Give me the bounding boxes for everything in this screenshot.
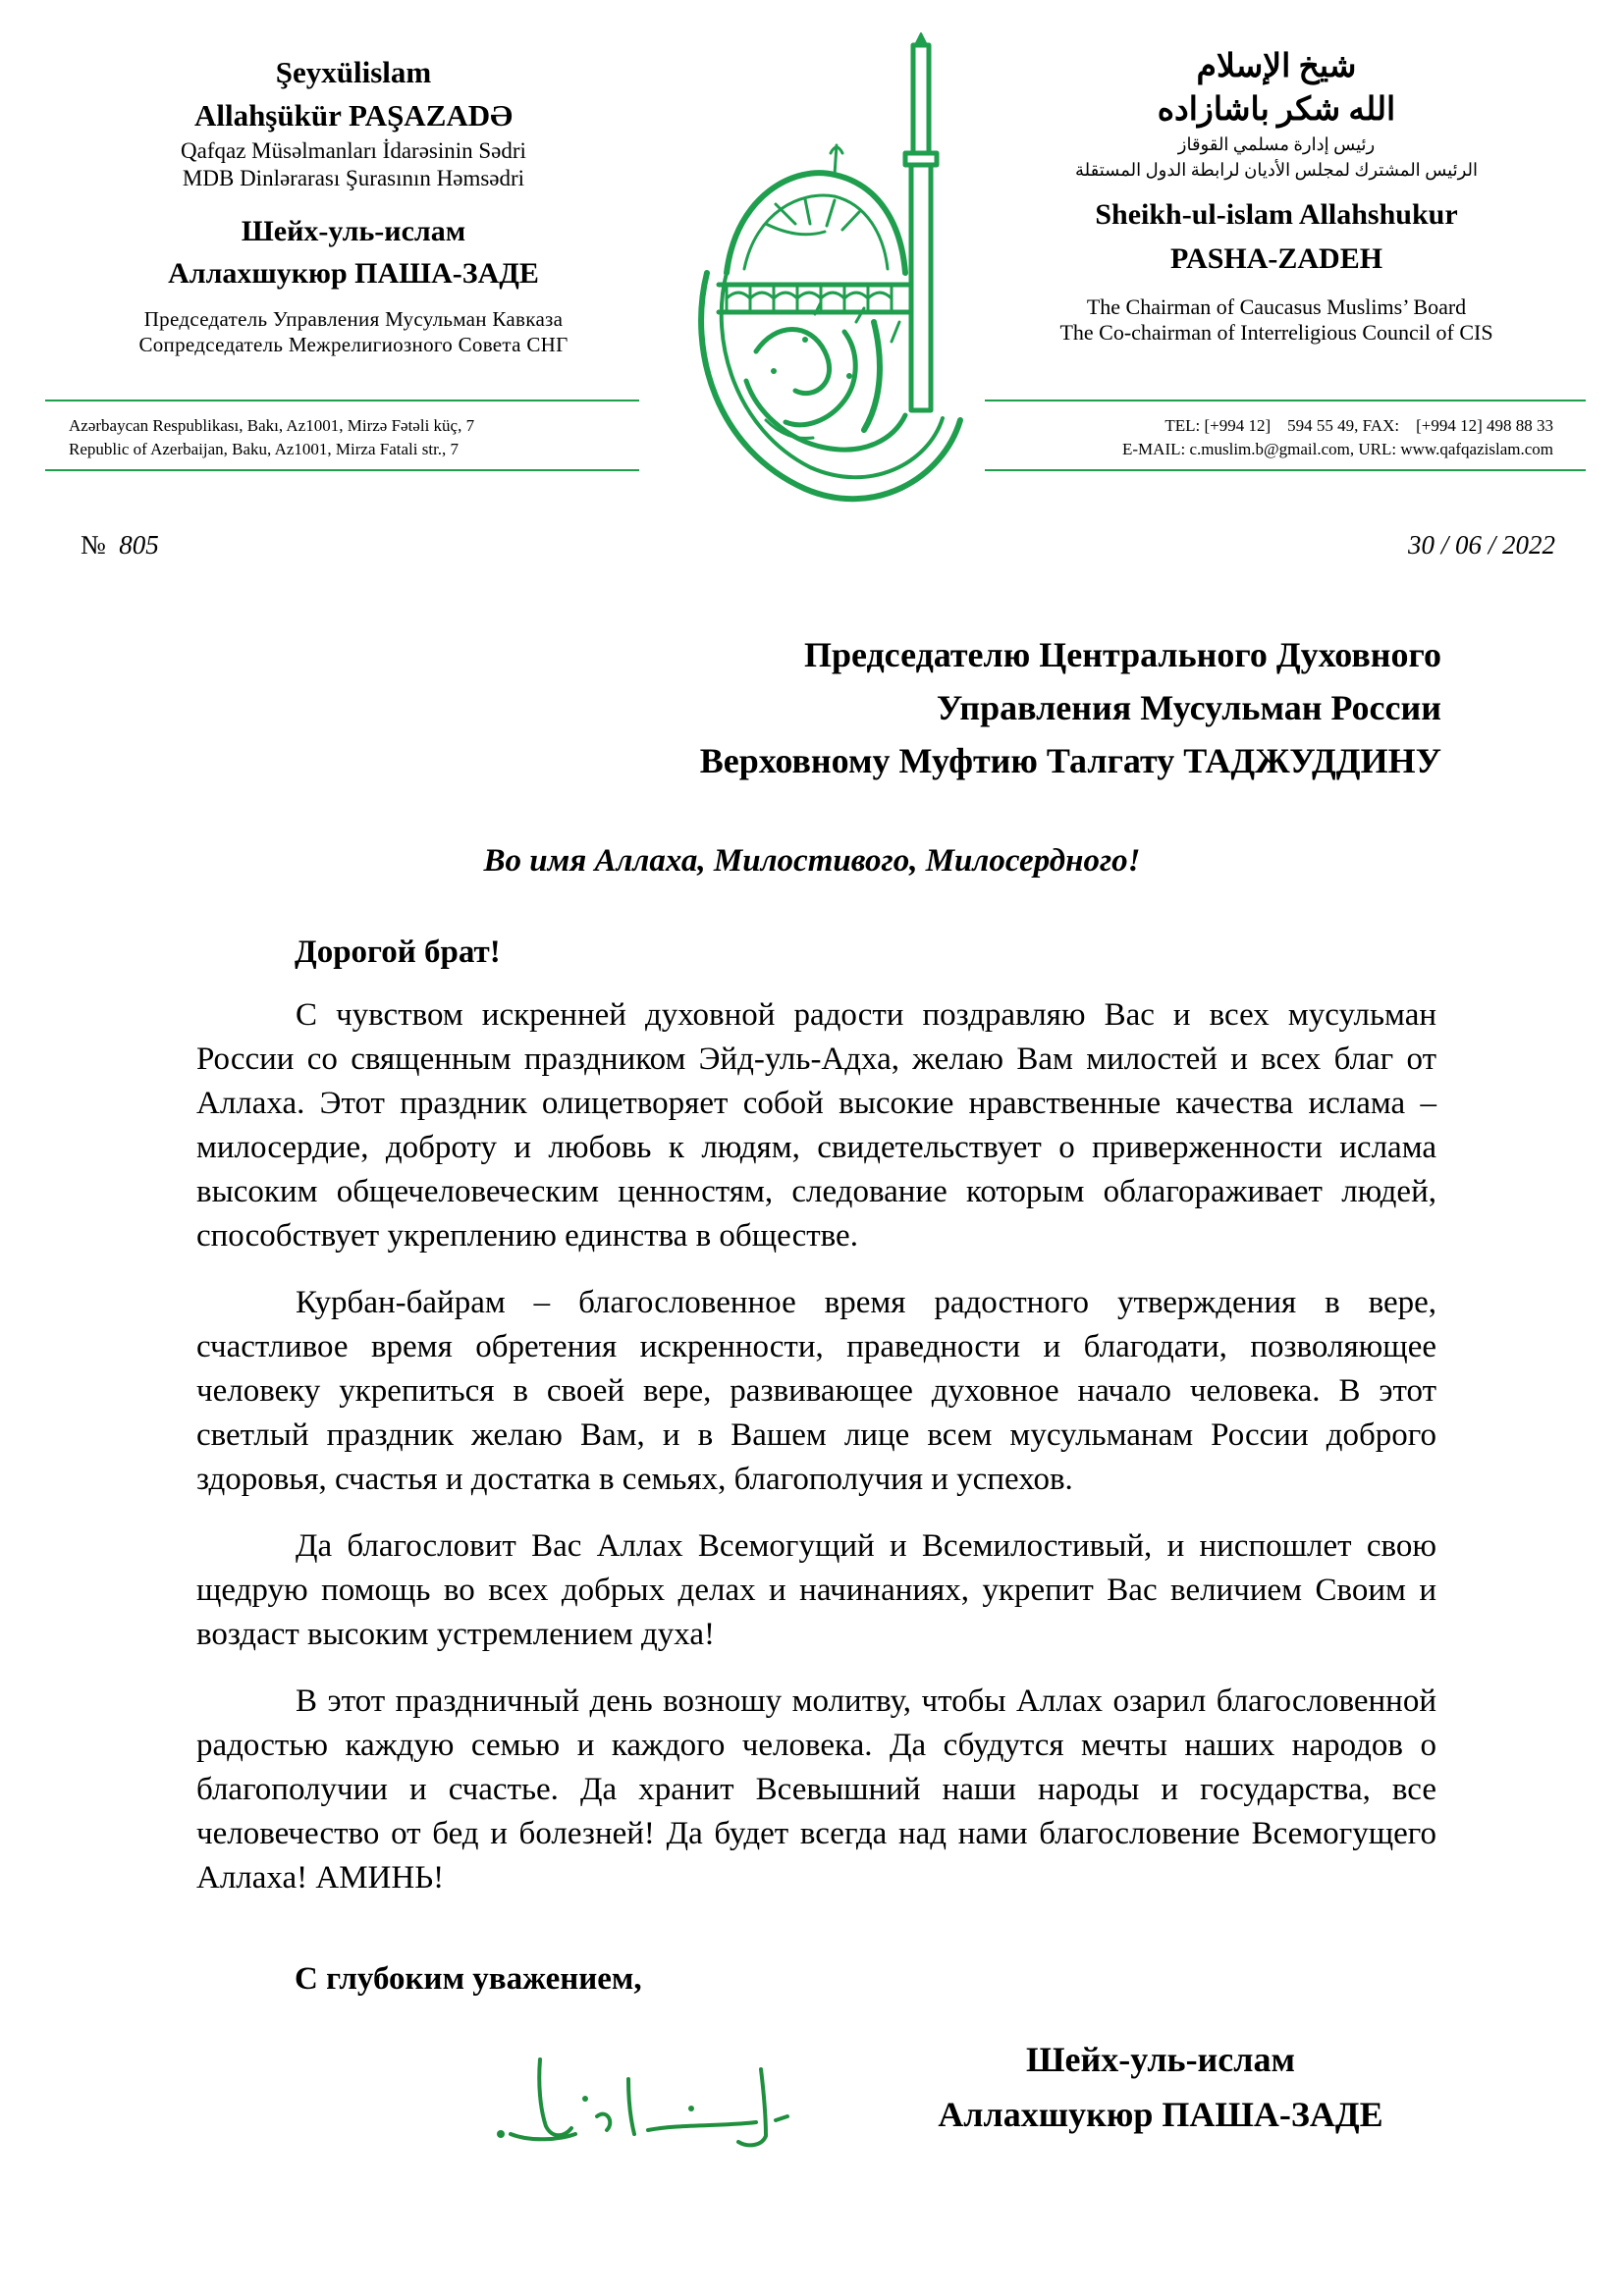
role-ar-1: رئيس إدارة مسلمي القوقاز (1177, 134, 1376, 154)
signature-title: Шейх-уль-ислам (1025, 2040, 1295, 2079)
divider-right (985, 400, 1586, 401)
name-en-1: Sheikh-ul-islam Allahshukur (1095, 198, 1458, 231)
title-ar: شيخ الإسلام (1196, 49, 1357, 84)
divider-left (45, 400, 639, 401)
role-en-2: The Co-chairman of Interreligious Council of CIS (1059, 320, 1493, 345)
letter-body (196, 993, 1436, 1923)
title-az: Şeyxülislam (275, 55, 432, 89)
mosque-calligraphy-emblem-icon (648, 27, 977, 523)
role-en-1: The Chairman of Caucasus Muslims’ Board (1086, 294, 1467, 319)
address-en: Republic of Azerbaijan, Baku, Az1001, Mirza Fatali str., 7 (69, 440, 460, 458)
phone-fax: TEL: [+994 12] 594 55 49, FAX: [+994 12] 498 88 33 (1164, 416, 1553, 435)
number-sign: № (81, 530, 106, 560)
paragraph: В этот праздничный день возношу молитву, чтобы Аллах озарил благословенной радостью каждую семью и каждого человека. Да сбудутся мечты наших народов о благополучии и счастье. Да хранит Всевышний наши народы и государства, все человечество от бед и болезней! Да будет всегда над нами благословение Всемогущего Аллаха! АМИНЬ! (196, 1683, 1436, 1896)
role-az-2: MDB Dinlərarası Şurasının Həmsədri (182, 166, 525, 190)
contacts-right (992, 414, 1553, 461)
role-ru-2: Сопредседатель Межрелигиозного Совета СНГ (138, 333, 568, 356)
greeting: Дорогой брат! (295, 934, 501, 970)
title-ru: Шейх-уль-ислам (241, 215, 466, 247)
recipient-line-1: Председателю Центрального Духовного (803, 635, 1441, 674)
invocation: Во имя Аллаха, Милостивого, Милосердного! (483, 843, 1141, 879)
address-left (69, 414, 628, 461)
recipient-block (295, 628, 1441, 787)
letterhead-left (59, 51, 648, 357)
document-number (81, 530, 159, 561)
role-az-1: Qafqaz Müsəlmanları İdarəsinin Sədri (181, 138, 526, 163)
role-ar-2: الرئيس المشترك لمجلس الأديان لرابطة الدول المستقلة (1074, 160, 1478, 180)
address-az: Azərbaycan Respublikası, Bakı, Az1001, Mirzə Fətəli küç, 7 (69, 416, 475, 435)
paragraph: С чувством искренней духовной радости поздравляю Вас и всех мусульман России со священным праздником Эйд-уль-Адха, желаю Вам милостей и всех благ от Аллаха. Этот праздник олицетворяет собой высокие нравственные качества ислама – милосердие, доброту и любовь к людям, свидетельствует о приверженности ислама высоким общечеловеческим ценностям, следование которым облагораживает людей, способствует укреплению единства в обществе. (196, 997, 1436, 1254)
paragraph: Да благословит Вас Аллах Всемогущий и Всемилостивый, и ниспошлет свою щедрую помощь во всех добрых делах и начинаниях, укрепит Вас величием Своим и воздаст высоким устремлением духа! (196, 1528, 1436, 1652)
role-ru-1: Председатель Управления Мусульман Кавказа (143, 307, 564, 331)
divider-left-bottom (45, 469, 639, 471)
letterhead-right (982, 45, 1571, 346)
number-value: 805 (119, 530, 159, 560)
name-en-2: PASHA-ZADEH (1169, 242, 1383, 275)
name-ar: الله شكر باشازاده (1157, 92, 1396, 128)
signature-name: Аллахшукюр ПАША-ЗАДЕ (938, 2095, 1383, 2134)
divider-right-bottom (985, 469, 1586, 471)
handwritten-signature-icon (481, 2040, 815, 2167)
document-date: 30 / 06 / 2022 (1407, 530, 1555, 560)
signature-block (878, 2032, 1443, 2142)
email-url: E-MAIL: c.muslim.b@gmail.com, URL: www.qafqazislam.com (1122, 440, 1553, 458)
recipient-line-3: Верховному Муфтию Талгату ТАДЖУДДИНУ (699, 741, 1441, 780)
name-az: Allahşükür PAŞAZADƏ (193, 98, 514, 133)
name-ru: Аллахшукюр ПАША-ЗАДЕ (168, 257, 539, 290)
paragraph: Курбан-байрам – благословенное время радостного утверждения в вере, счастливое время обретения искренности, праведности и благодати, позволяющее человеку укрепиться в своей вере, развивающее духовное начало человека. В этот светлый праздник желаю Вам, и в Вашем лице всем мусульманам России доброго здоровья, счастья и достатка в семьях, благополучия и успехов. (196, 1285, 1436, 1497)
recipient-line-2: Управления Мусульман России (936, 688, 1441, 727)
closing: С глубоким уважением, (295, 1961, 642, 1997)
